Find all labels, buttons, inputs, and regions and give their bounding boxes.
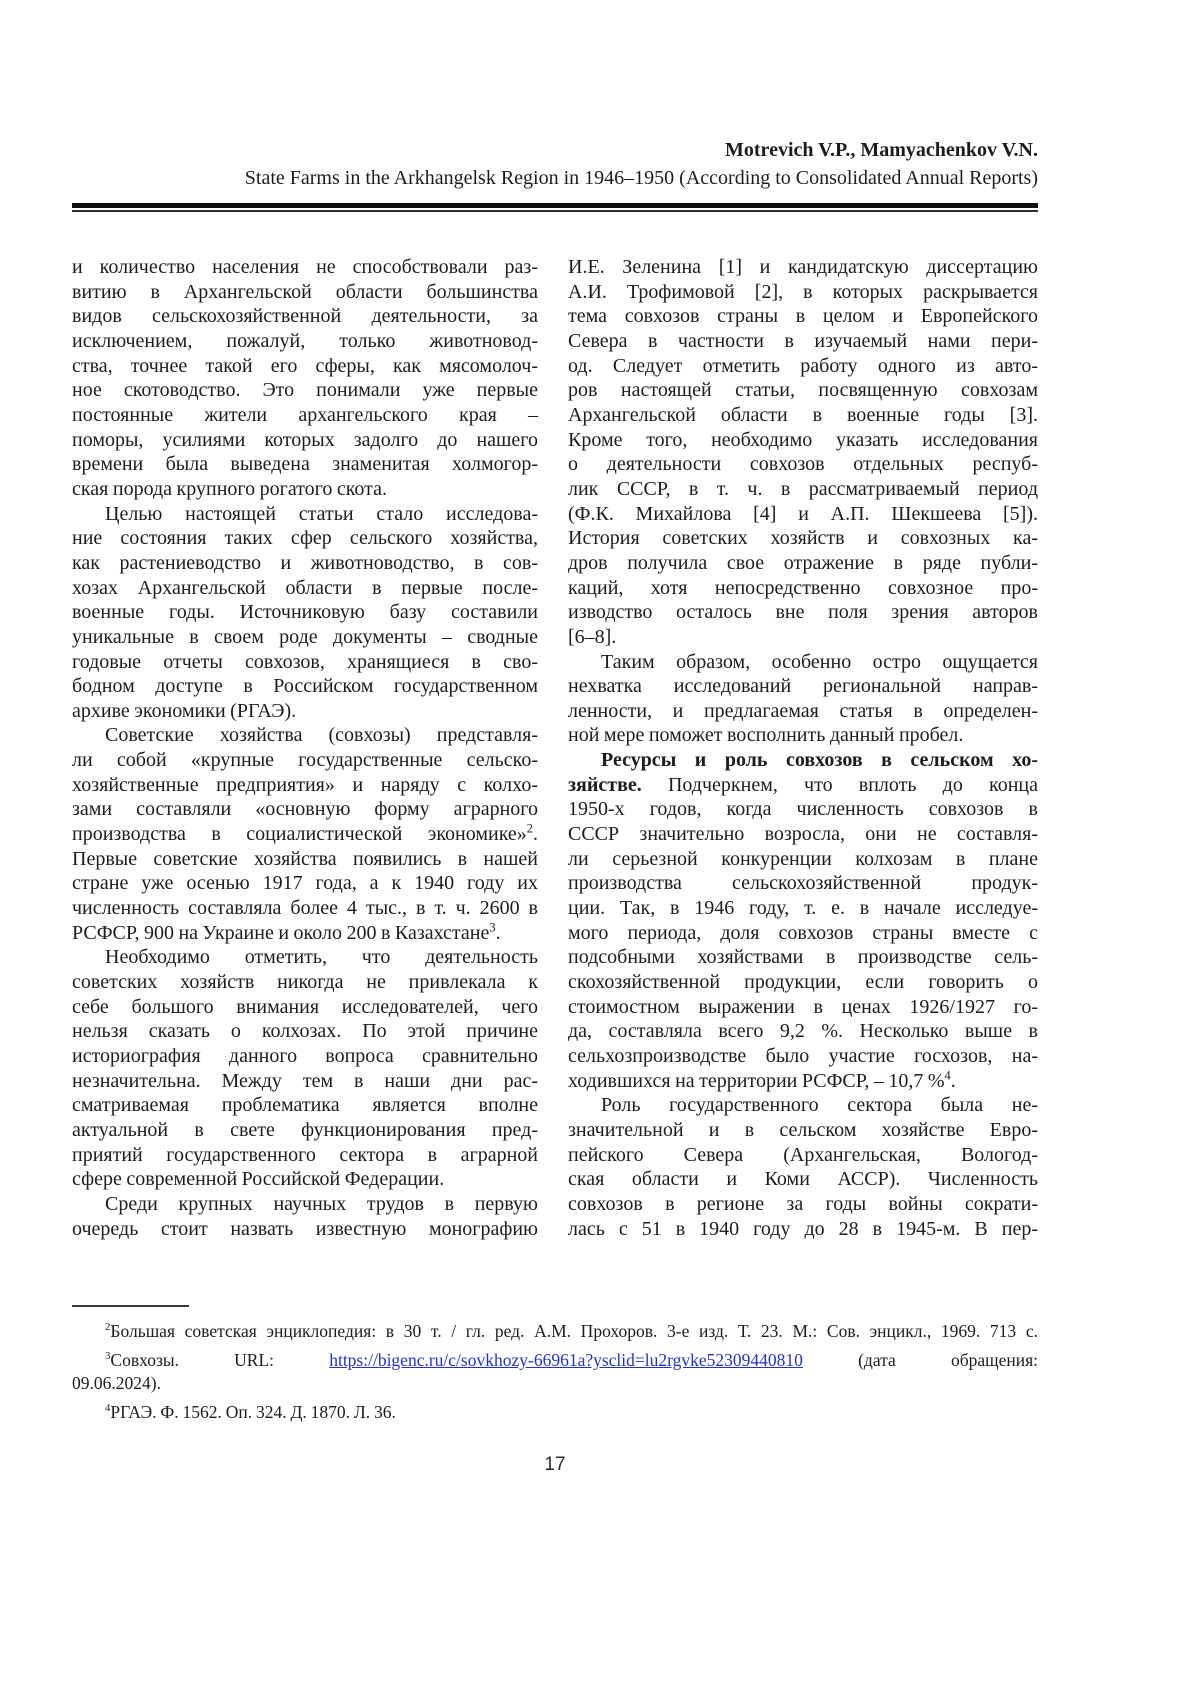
text-segment: ства, точнее такой его сферы, как мясомолоч- bbox=[72, 354, 538, 377]
text-segment: Необходимо отметить, что деятельность bbox=[105, 946, 538, 969]
page-content bbox=[72, 0, 1038, 1476]
text-line bbox=[72, 921, 538, 946]
text-segment: как растениеводство и животноводство, в сов- bbox=[72, 551, 538, 574]
text-segment: История советских хозяйств и совхозных ка- bbox=[568, 527, 1038, 550]
text-line bbox=[568, 797, 1038, 822]
footnote-marker: 3 bbox=[489, 920, 496, 935]
text-line bbox=[568, 995, 1038, 1020]
text-line bbox=[568, 354, 1038, 379]
text-segment: себе большого внимания исследователей, чего bbox=[72, 995, 538, 1018]
text-segment: постоянные жители архангельского края – bbox=[72, 403, 538, 426]
text-line bbox=[72, 1093, 538, 1118]
text-line bbox=[72, 822, 538, 847]
text-segment: военные годы. Источниковую базу составили bbox=[72, 601, 538, 624]
footnote-separator bbox=[72, 1305, 189, 1307]
text-segment: А.И. Трофимовой [2], в которых раскрывается bbox=[568, 280, 1038, 303]
text-line bbox=[72, 403, 538, 428]
text-line bbox=[72, 576, 538, 601]
text-segment: подсобными хозяйствами в производстве сель- bbox=[568, 946, 1038, 969]
text-segment: ции. Так, в 1946 году, т. е. в начале исследуе- bbox=[568, 897, 1038, 920]
text-segment: Ресурсы и роль совхозов в сельском хо- bbox=[601, 749, 1038, 772]
text-line bbox=[568, 600, 1038, 625]
header-rule-thick bbox=[72, 203, 1038, 208]
text-line bbox=[72, 896, 538, 921]
text-line bbox=[72, 871, 538, 896]
text-line bbox=[72, 1167, 538, 1192]
running-head-title: State Farms in the Arkhangelsk Region in 1946–1950 (According to Consolidated Annual Reports) bbox=[244, 167, 1038, 189]
text-line bbox=[72, 1401, 1038, 1425]
text-line bbox=[568, 921, 1038, 946]
text-line bbox=[72, 1143, 538, 1168]
text-segment: ленности, и предлагаемая статья в определен- bbox=[568, 699, 1038, 722]
text-line bbox=[72, 452, 538, 477]
text-line bbox=[568, 1143, 1038, 1168]
text-line bbox=[72, 255, 538, 280]
text-line bbox=[568, 650, 1038, 675]
text-segment: производства в социалистической экономике» bbox=[72, 823, 527, 846]
text-line bbox=[72, 551, 538, 576]
text-segment: и количество населения не способствовали раз- bbox=[72, 256, 538, 278]
text-line bbox=[72, 1118, 538, 1143]
text-line bbox=[72, 995, 538, 1020]
text-line bbox=[568, 970, 1038, 995]
text-segment: Архангельской области в военные годы [3]. bbox=[568, 403, 1038, 426]
text-segment: да, составляла всего 9,2 %. Несколько выше в bbox=[568, 1020, 1038, 1043]
header-rule-thin bbox=[72, 210, 1038, 212]
text-line bbox=[72, 723, 538, 748]
text-line bbox=[568, 477, 1038, 502]
text-line bbox=[72, 945, 538, 970]
text-line bbox=[568, 945, 1038, 970]
text-segment: зяйстве. bbox=[568, 773, 642, 796]
text-segment: бодном доступе в Российском государственном bbox=[72, 675, 538, 698]
text-line bbox=[72, 1349, 1038, 1373]
footnotes-block bbox=[72, 1320, 1038, 1424]
text-segment: Советские хозяйства (совхозы) представля- bbox=[105, 724, 538, 747]
page-header bbox=[72, 0, 1038, 212]
footnote-marker: 2 bbox=[105, 1321, 111, 1334]
running-head-authors: Motrevich V.P., Mamyachenkov V.N. bbox=[725, 139, 1038, 161]
text-segment: (дата обращения: bbox=[802, 1349, 1038, 1370]
text-segment: пейского Севера (Архангельская, Вологод- bbox=[568, 1143, 1038, 1166]
text-segment: ская области и Коми АССР). Численность bbox=[568, 1168, 1038, 1191]
text-line bbox=[72, 1372, 1038, 1396]
text-segment: Большая советская энциклопедия: в 30 т. / гл. ред. А.М. Прохоров. 3-е изд. Т. 23. М.: Сов. энцикл., 1969. 713 с. bbox=[110, 1321, 1038, 1342]
text-line bbox=[568, 1192, 1038, 1217]
text-line bbox=[568, 723, 1038, 748]
text-line bbox=[568, 428, 1038, 453]
footnote-marker: 3 bbox=[105, 1349, 111, 1362]
text-line bbox=[568, 1093, 1038, 1118]
text-segment: мого периода, доля совхозов страны вместе с bbox=[568, 921, 1038, 944]
text-line bbox=[568, 1019, 1038, 1044]
text-line bbox=[568, 822, 1038, 847]
text-line bbox=[72, 354, 538, 379]
text-line bbox=[72, 970, 538, 995]
text-segment: скохозяйственной продукции, если говорить о bbox=[568, 971, 1038, 994]
text-line bbox=[72, 378, 538, 403]
text-line bbox=[568, 1167, 1038, 1192]
text-segment: стране уже осенью 1917 года, а к 1940 году их bbox=[72, 872, 538, 895]
text-segment: численность составляла более 4 тыс., в т. ч. 2600 в bbox=[72, 897, 538, 920]
text-segment: Севера в частности в изучаемый нами пери- bbox=[568, 329, 1038, 352]
text-line bbox=[568, 551, 1038, 576]
text-line bbox=[72, 526, 538, 551]
text-segment: каций, хотя непосредственно совхозное про- bbox=[568, 576, 1038, 599]
text-segment: хозяйственные предприятия» и наряду с колхо- bbox=[72, 773, 538, 796]
text-line bbox=[568, 452, 1038, 477]
text-segment: незначительна. Между тем в наши дни рас- bbox=[72, 1069, 538, 1092]
text-line bbox=[72, 280, 538, 305]
text-segment: ли серьезной конкуренции колхозам в плане bbox=[568, 847, 1038, 870]
text-segment: [6–8]. bbox=[568, 625, 617, 648]
text-line bbox=[568, 576, 1038, 601]
text-segment: ская порода крупного рогатого скота. bbox=[72, 477, 388, 500]
text-line bbox=[72, 1044, 538, 1069]
text-line bbox=[72, 502, 538, 527]
text-line bbox=[568, 329, 1038, 354]
text-line bbox=[568, 304, 1038, 329]
text-segment: дров получила свое отражение в ряде публи- bbox=[568, 551, 1038, 574]
text-line bbox=[568, 847, 1038, 872]
text-segment: ние состояния таких сфер сельского хозяйства, bbox=[72, 527, 538, 550]
text-segment: ной мере поможет восполнить данный пробел. bbox=[568, 724, 964, 747]
text-line bbox=[568, 1044, 1038, 1069]
text-line bbox=[72, 625, 538, 650]
article-body bbox=[72, 255, 1038, 1241]
text-segment: приятий государственного сектора в аграрной bbox=[72, 1143, 538, 1166]
text-line bbox=[568, 773, 1038, 798]
text-segment: советских хозяйств никогда не привлекала к bbox=[72, 971, 538, 994]
footnote-marker: 4 bbox=[944, 1068, 951, 1082]
text-line bbox=[568, 748, 1038, 773]
footnote-url-link[interactable]: https://bigenc.ru/c/sovkhozy-66961a?ysclid=lu2rgvke52309440810 bbox=[329, 1349, 803, 1370]
text-segment: изводство осталось вне поля зрения авторов bbox=[568, 601, 1038, 624]
text-line bbox=[568, 871, 1038, 896]
text-line bbox=[568, 625, 1038, 650]
text-segment: Совхозы. URL: bbox=[110, 1349, 330, 1370]
text-line bbox=[72, 650, 538, 675]
text-line bbox=[72, 748, 538, 773]
text-line bbox=[568, 526, 1038, 551]
text-segment: лась с 51 в 1940 году до 28 в 1945-м. В пер- bbox=[568, 1217, 1038, 1240]
text-line bbox=[72, 1217, 538, 1242]
text-segment: од. Следует отметить работу одного из авто- bbox=[568, 354, 1038, 377]
text-segment: Роль государственного сектора была не- bbox=[601, 1094, 1038, 1117]
text-line bbox=[72, 329, 538, 354]
text-segment: архиве экономики (РГАЭ). bbox=[72, 699, 297, 722]
text-line bbox=[568, 699, 1038, 724]
text-segment: годовые отчеты совхозов, хранящиеся в сво- bbox=[72, 650, 538, 673]
text-line bbox=[568, 255, 1038, 280]
text-segment: (Ф.К. Михайлова [4] и А.П. Шекшеева [5]). bbox=[568, 502, 1038, 525]
text-segment: Таким образом, особенно остро ощущается bbox=[601, 650, 1038, 673]
text-line bbox=[568, 1069, 1038, 1094]
text-segment: ходившихся на территории РСФСР, – 10,7 % bbox=[568, 1069, 945, 1092]
right-column bbox=[568, 255, 1038, 1241]
text-line bbox=[568, 502, 1038, 527]
text-line bbox=[72, 304, 538, 329]
text-segment: РГАЭ. Ф. 1562. Оп. 324. Д. 1870. Л. 36. bbox=[110, 1401, 396, 1422]
text-line bbox=[568, 674, 1038, 699]
text-segment: производства сельскохозяйственной продук- bbox=[568, 872, 1038, 895]
text-line bbox=[72, 773, 538, 798]
text-line bbox=[72, 1320, 1038, 1344]
text-segment: видов сельскохозяйственной деятельности, за bbox=[72, 305, 538, 328]
text-line bbox=[72, 797, 538, 822]
text-segment: сфере современной Российской Федерации. bbox=[72, 1168, 445, 1191]
text-line bbox=[568, 280, 1038, 305]
text-segment: стоимостном выражении в ценах 1926/1927 го- bbox=[568, 995, 1038, 1018]
text-segment: тема совхозов страны в целом и Европейского bbox=[568, 305, 1038, 328]
text-segment: сматриваемая проблематика является вполне bbox=[72, 1094, 538, 1117]
text-segment: Первые советские хозяйства появились в нашей bbox=[72, 847, 538, 870]
text-segment: ли собой «крупные государственные сельско- bbox=[72, 749, 538, 772]
text-line bbox=[72, 477, 538, 502]
left-column bbox=[72, 255, 538, 1241]
text-line bbox=[72, 1192, 538, 1217]
text-line bbox=[72, 699, 538, 724]
text-segment: . bbox=[533, 823, 538, 846]
footnote-marker: 4 bbox=[105, 1401, 111, 1414]
text-segment: актуальной в свете функционирования пред- bbox=[72, 1118, 538, 1141]
page-number: 17 bbox=[544, 1454, 566, 1476]
text-line bbox=[72, 428, 538, 453]
text-segment: значительной и в сельском хозяйстве Евро- bbox=[568, 1118, 1038, 1141]
text-segment: лик СССР, в т. ч. в рассматриваемый период bbox=[568, 477, 1038, 500]
text-segment: времени была выведена знаменитая холмогор- bbox=[72, 453, 538, 476]
text-segment: очередь стоит назвать известную монографию bbox=[72, 1217, 538, 1240]
text-line bbox=[72, 1069, 538, 1094]
text-line bbox=[568, 378, 1038, 403]
text-line bbox=[72, 600, 538, 625]
text-segment: витию в Архангельской области большинства bbox=[72, 280, 538, 303]
text-segment: уникальные в своем роде документы – сводные bbox=[72, 625, 538, 648]
text-line bbox=[72, 1019, 538, 1044]
text-segment: исключением, пожалуй, только животновод- bbox=[72, 329, 538, 352]
text-segment: историография данного вопроса сравнительно bbox=[72, 1045, 538, 1067]
text-segment: зами составляли «основную форму аграрного bbox=[72, 798, 538, 821]
text-segment: И.Е. Зеленина [1] и кандидатскую диссертацию bbox=[568, 256, 1038, 278]
text-segment: Кроме того, необходимо указать исследования bbox=[568, 428, 1038, 451]
text-segment: Среди крупных научных трудов в первую bbox=[105, 1192, 538, 1215]
text-segment: нехватка исследований региональной направ- bbox=[568, 675, 1038, 698]
text-segment: ное скотоводство. Это понимали уже первые bbox=[72, 379, 538, 402]
text-segment: . bbox=[950, 1069, 956, 1092]
text-line bbox=[568, 1118, 1038, 1143]
text-segment: СССР значительно возросла, они не составля- bbox=[568, 823, 1038, 846]
text-segment: . bbox=[495, 921, 501, 944]
text-line bbox=[72, 847, 538, 872]
text-segment: хозах Архангельской области в первые после- bbox=[72, 576, 538, 599]
text-segment: сельхозпроизводстве было участие госхозов, на- bbox=[568, 1045, 1038, 1067]
text-line bbox=[72, 674, 538, 699]
text-segment: совхозов в регионе за годы войны сократи- bbox=[568, 1192, 1038, 1215]
text-line bbox=[568, 896, 1038, 921]
text-segment: о деятельности совхозов отдельных респуб- bbox=[568, 453, 1038, 476]
text-line bbox=[568, 403, 1038, 428]
text-segment: нельзя сказать о колхозах. По этой причине bbox=[72, 1020, 538, 1043]
text-segment: Целью настоящей статьи стало исследова- bbox=[105, 502, 538, 525]
text-segment: 09.06.2024). bbox=[72, 1373, 161, 1394]
text-segment: РСФСР, 900 на Украине и около 200 в Казахстане bbox=[72, 921, 490, 944]
text-segment: 1950-х годов, когда численность совхозов в bbox=[568, 798, 1038, 821]
text-segment: поморы, усилиями которых задолго до нашего bbox=[72, 428, 538, 451]
text-segment: Подчеркнем, что вплоть до конца bbox=[641, 773, 1038, 796]
footnote-marker: 2 bbox=[526, 821, 533, 836]
text-line bbox=[568, 1217, 1038, 1242]
text-segment: ров настоящей статьи, посвященную совхозам bbox=[568, 379, 1038, 402]
